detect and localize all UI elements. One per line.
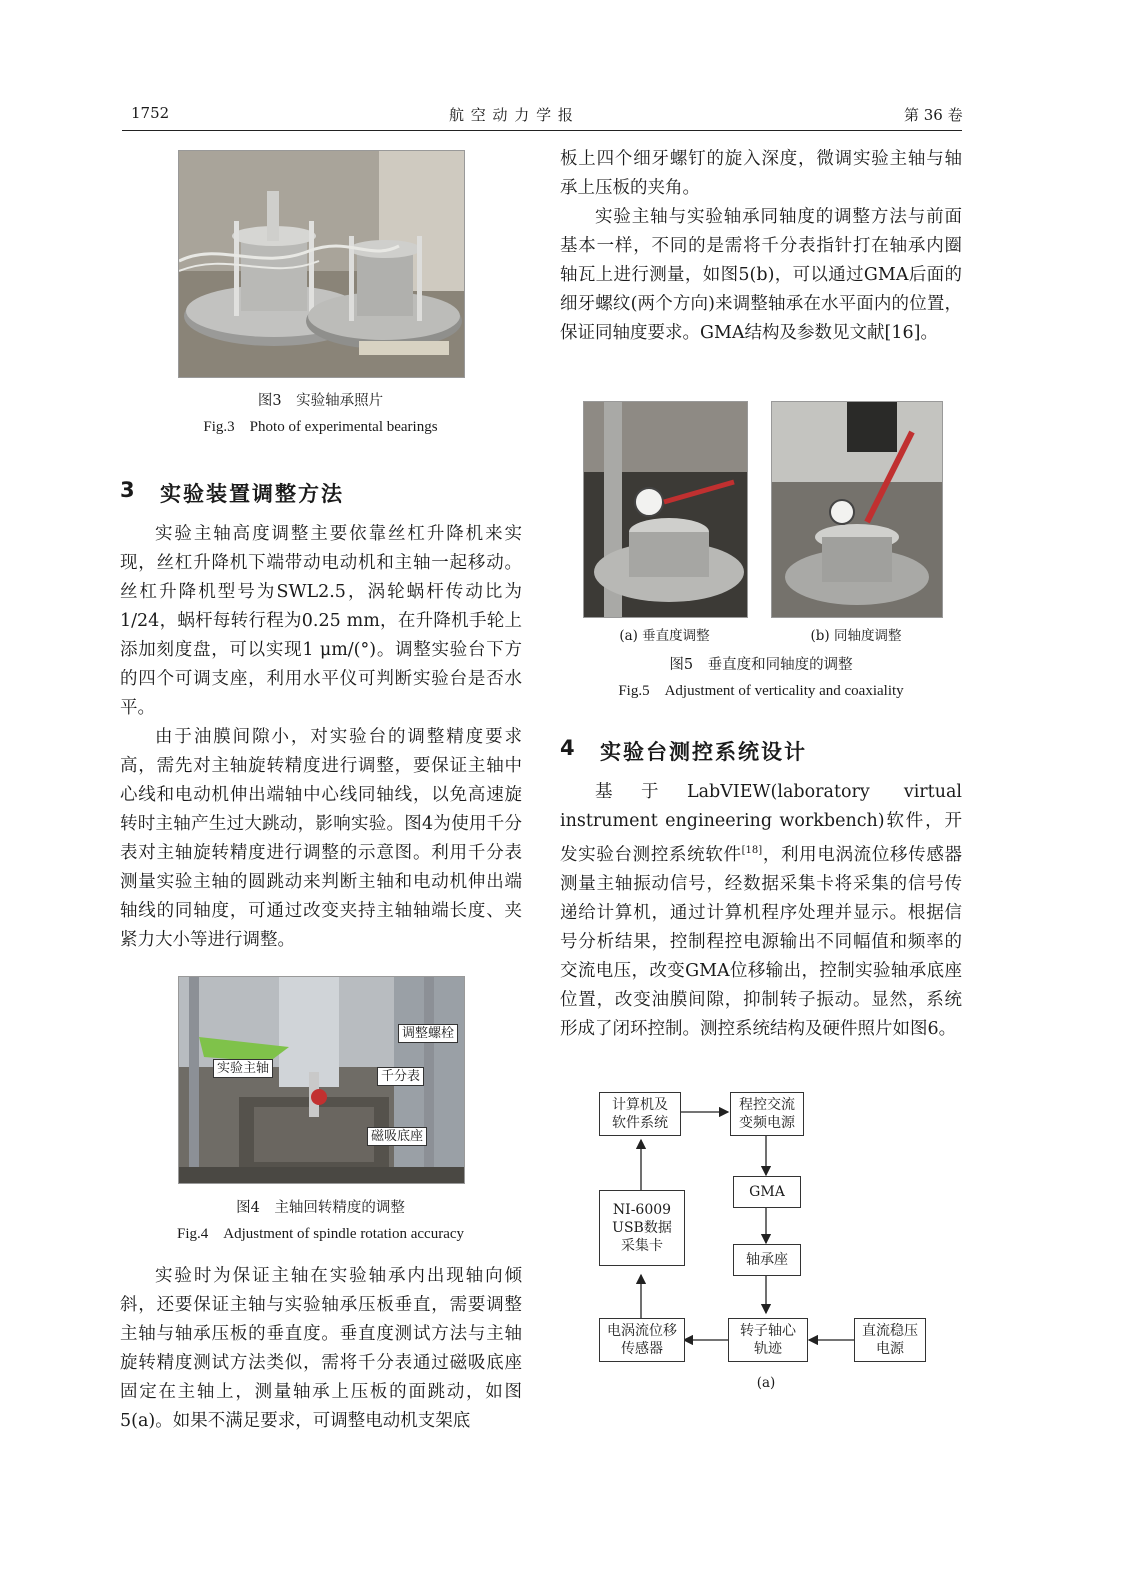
fig6-box-bearing-seat <box>733 1244 801 1276</box>
left-bottom-paragraph: 实验时为保证主轴在实验轴承内出现轴向倾斜，还要保证主轴与实验轴承压板垂直，需要调整主轴与轴承压板的垂直度。垂直度测试方法与主轴旋转精度测试方法类似，需将千分表通过磁吸底座固定在主轴上，测量轴承上压板的面跳动，如图5(a)。如果不满足要求，可调整电动机支架底 <box>120 1266 522 1431</box>
fig6-box-daq-line2: USB数据 <box>612 1220 672 1236</box>
section4-paragraph <box>560 778 962 1044</box>
fig6-box-gma <box>733 1176 801 1208</box>
fig6-box-dc <box>854 1318 926 1362</box>
journal-title: 航 空 动 力 学 报 <box>449 106 574 124</box>
fig5-caption-cn: 图5 垂直度和同轴度的调整 <box>669 657 853 673</box>
fig4-caption-en: Fig.4 Adjustment of spindle rotation accuracy <box>176 1226 465 1242</box>
section4-body <box>560 778 962 1044</box>
section3-number: 3 <box>120 478 137 502</box>
fig4-label-adjust-bolt: 调整螺栓 <box>398 1024 458 1043</box>
fig5-caption-en: Fig.5 Adjustment of verticality and coaxiality <box>618 683 904 699</box>
fig6-box-orbit <box>728 1318 808 1362</box>
fig6-box-daq <box>599 1190 685 1266</box>
section3-body <box>120 520 522 955</box>
fig6-box-computer-line2: 软件系统 <box>612 1115 668 1131</box>
page-number: 1752 <box>131 104 170 122</box>
fig4-photo <box>178 976 465 1184</box>
fig6-sublabel: (a) <box>756 1375 776 1391</box>
fig6-box-power-line1: 程控交流 <box>739 1097 795 1113</box>
section4-number: 4 <box>560 736 577 760</box>
fig6-box-power-line2: 变频电源 <box>739 1115 795 1131</box>
fig6-box-sensor <box>599 1318 685 1362</box>
section3-title: 实验装置调整方法 <box>160 482 344 506</box>
fig6-box-orbit-line1: 转子轴心 <box>740 1323 796 1339</box>
header-rule <box>122 130 962 131</box>
fig4-label-spindle: 实验主轴 <box>213 1059 273 1078</box>
fig6-box-daq-line1: NI-6009 <box>612 1202 672 1218</box>
section4-reference: [18] <box>741 845 763 856</box>
fig6-box-sensor-line2: 传感器 <box>621 1341 663 1357</box>
fig6-box-bearing-seat-line1: 轴承座 <box>746 1252 788 1268</box>
fig6-box-dc-line1: 直流稳压 <box>862 1323 918 1339</box>
section4-text-end: ，利用电涡流位移传感器测量主轴振动信号，经数据采集卡将采集的信号传递给计算机，通过计算机程序处理并显示。根据信号分析结果，控制程控电源输出不同幅值和频率的交流电压，改变GMA位移输出，控制实验轴承底座位置，改变油膜间隙，抑制转子振动。显然，系统形成了闭环控制。测控系统结构及硬件照片如图6。 <box>560 844 963 1039</box>
fig6-box-gma-line1: GMA <box>749 1184 785 1200</box>
fig5b-photo <box>771 401 943 618</box>
fig5b-sublabel: (b) 同轴度调整 <box>810 628 902 644</box>
fig6-box-power <box>730 1092 804 1136</box>
left-bottom-body <box>120 1262 522 1436</box>
section4-text-start: 基于LabVIEW(laboratory virtual instrument engineering workbench)软件，开发实验台测控系统软件 <box>560 782 962 865</box>
fig6-box-computer <box>599 1092 681 1136</box>
fig6-box-dc-line2: 电源 <box>876 1341 904 1357</box>
section3-paragraph-1: 实验主轴高度调整主要依靠丝杠升降机来实现，丝杠升降机下端带动电动机和主轴一起移动。丝杠升降机型号为SWL2.5，涡轮蜗杆传动比为1/24，蜗杆每转行程为0.25 mm，在升降机手轮上添加刻度盘，可以实现1 μm/(°)。调整实验台下方的四个可调支座，利用水平仪可判断实验台是否水平。 <box>120 524 522 718</box>
fig4-caption-cn: 图4 主轴回转精度的调整 <box>236 1200 405 1216</box>
fig3-photo <box>178 150 465 378</box>
fig6-box-sensor-line1: 电涡流位移 <box>607 1323 677 1339</box>
fig4-label-dial-gauge: 千分表 <box>377 1067 424 1086</box>
fig6-box-daq-line3: 采集卡 <box>621 1238 663 1254</box>
fig6-box-orbit-line2: 轨迹 <box>754 1341 782 1357</box>
fig4-label-magnetic-base: 磁吸底座 <box>367 1127 427 1146</box>
right-paragraph-2: 实验主轴与实验轴承同轴度的调整方法与前面基本一样，不同的是需将千分表指针打在轴承内圈轴瓦上进行测量，如图5(b)，可以通过GMA后面的细牙螺纹(两个方向)来调整轴承在水平面内的位置，保证同轴度要求。GMA结构及参数见文献[16]。 <box>560 207 962 343</box>
fig6-box-computer-line1: 计算机及 <box>612 1097 668 1113</box>
fig3-caption-cn: 图3 实验轴承照片 <box>257 393 384 409</box>
section3-paragraph-2: 由于油膜间隙小，对实验台的调整精度要求高，需先对主轴旋转精度进行调整，要保证主轴中心线和电动机伸出端轴中心线同轴线，以免高速旋转时主轴产生过大跳动，影响实验。图4为使用千分表对主轴旋转精度进行调整的示意图。利用千分表测量实验主轴的圆跳动来判断主轴和电动机伸出端轴线的同轴度，可通过改变夹持主轴轴端长度、夹紧力大小等进行调整。 <box>120 727 522 950</box>
fig3-caption-en: Fig.3 Photo of experimental bearings <box>203 419 438 435</box>
fig5a-photo <box>583 401 748 618</box>
right-top-body <box>560 145 962 348</box>
right-paragraph-1: 板上四个细牙螺钉的旋入深度，微调实验主轴与轴承上压板的夹角。 <box>560 149 962 198</box>
fig5a-sublabel: (a) 垂直度调整 <box>619 628 710 644</box>
volume-label: 第 36 卷 <box>904 106 963 124</box>
section4-title: 实验台测控系统设计 <box>600 740 807 764</box>
